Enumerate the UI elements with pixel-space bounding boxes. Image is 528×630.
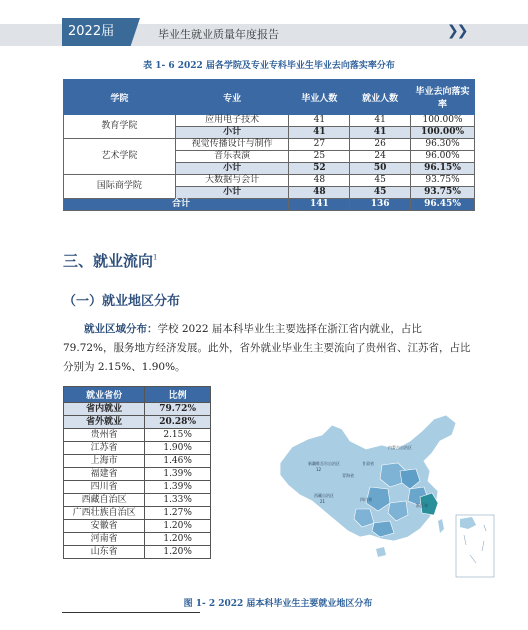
rate-cell: 93.75% <box>411 175 475 187</box>
school-cell: 国际商学院 <box>64 175 176 199</box>
map-label: 新疆维吾尔自治区 <box>308 461 340 466</box>
rate-cell: 100.00% <box>411 115 475 127</box>
paragraph-text: 学校 2022 届本科毕业生主要选择在浙江省内就业，占比 79.72%，服务地方经济发展。此外，省外就业毕业生主要流向了贵州省、江苏省，占比分别为 2.15%、1.90%。 <box>63 323 471 373</box>
province-cell: 广西壮族自治区 <box>64 507 145 520</box>
table-province-share <box>63 386 211 559</box>
total-row <box>64 199 475 211</box>
region-paragraph <box>63 320 473 377</box>
province-cell: 福建省 <box>64 468 145 481</box>
china-map <box>270 405 498 583</box>
pct-cell: 1.46% <box>145 455 211 468</box>
rate-cell: 96.00% <box>411 151 475 163</box>
footnote-divider <box>62 612 200 613</box>
figure-caption: 图 1- 2 2022 届本科毕业生主要就业地区分布 <box>183 599 373 609</box>
province-cell: 省外就业 <box>64 416 145 429</box>
province-cell: 四川省 <box>64 481 145 494</box>
emp-cell: 136 <box>350 199 411 211</box>
table-row <box>64 520 211 533</box>
table-row <box>64 481 211 494</box>
table-row <box>64 507 211 520</box>
subsection-title: （一）就业地区分布 <box>63 294 181 309</box>
rate-cell: 100.00% <box>411 127 475 139</box>
emp-cell: 26 <box>350 139 411 151</box>
pct-cell: 1.20% <box>145 533 211 546</box>
grad-cell: 25 <box>289 151 350 163</box>
major-cell: 小计 <box>175 187 289 199</box>
col-header: 毕业人数 <box>289 80 350 115</box>
province-cell: 省内就业 <box>64 403 145 416</box>
major-cell: 小计 <box>175 127 289 139</box>
col-header: 毕业去向落实率 <box>411 80 475 115</box>
province-cell: 江苏省 <box>64 442 145 455</box>
col-header: 专业 <box>175 80 289 115</box>
section-title-text: 三、就业流向 <box>63 252 154 270</box>
map-label: 四川省 <box>360 497 372 502</box>
province-cell: 河南省 <box>64 533 145 546</box>
grad-cell: 141 <box>289 199 350 211</box>
header-year: 2022届 <box>68 24 115 39</box>
table-header-row <box>64 80 475 115</box>
major-cell: 大数据与会计 <box>175 175 289 187</box>
col-header: 就业人数 <box>350 80 411 115</box>
map-label: 浙江省 <box>416 503 428 508</box>
taiwan-shape <box>438 519 444 533</box>
table1-caption: 表 1- 6 2022 届各学院及专业专科毕业生毕业去向落实率分布 <box>143 61 395 71</box>
table-row <box>64 533 211 546</box>
table-row <box>64 115 475 127</box>
pct-cell: 1.90% <box>145 442 211 455</box>
major-cell: 应用电子技术 <box>175 115 289 127</box>
map-label: 甘肃省 <box>362 461 374 466</box>
pct-cell: 1.20% <box>145 546 211 559</box>
header-title: 毕业生就业质量年度报告 <box>158 28 279 41</box>
pct-cell: 1.33% <box>145 494 211 507</box>
table-header-row <box>64 387 211 403</box>
emp-cell: 41 <box>350 115 411 127</box>
rate-cell: 96.15% <box>411 163 475 175</box>
table-row <box>64 468 211 481</box>
map-value: 21 <box>320 499 326 504</box>
grad-cell: 27 <box>289 139 350 151</box>
table-row <box>64 416 211 429</box>
table-row <box>64 546 211 559</box>
map-label: 西藏自治区 <box>314 493 334 498</box>
rate-cell: 93.75% <box>411 187 475 199</box>
province-cell: 西藏自治区 <box>64 494 145 507</box>
table-college-major-rate <box>63 79 475 211</box>
pct-cell: 79.72% <box>145 403 211 416</box>
table-row <box>64 442 211 455</box>
major-cell: 视觉传播设计与制作 <box>175 139 289 151</box>
table-row <box>64 429 211 442</box>
province-cell: 山东省 <box>64 546 145 559</box>
pct-cell: 1.39% <box>145 468 211 481</box>
emp-cell: 24 <box>350 151 411 163</box>
province-cell: 安徽省 <box>64 520 145 533</box>
map-label: 内蒙古自治区 <box>388 445 412 450</box>
col-header: 就业省份 <box>64 387 145 403</box>
rate-cell: 96.45% <box>411 199 475 211</box>
emp-cell: 45 <box>350 187 411 199</box>
major-cell: 小计 <box>175 163 289 175</box>
province-cell: 上海市 <box>64 455 145 468</box>
school-cell: 教育学院 <box>64 115 176 139</box>
emp-cell: 41 <box>350 127 411 139</box>
table-row <box>64 403 211 416</box>
school-cell: 艺术学院 <box>64 139 176 175</box>
rate-cell: 96.30% <box>411 139 475 151</box>
table-row <box>64 175 475 187</box>
grad-cell: 41 <box>289 115 350 127</box>
col-header: 比例 <box>145 387 211 403</box>
major-cell: 音乐表演 <box>175 151 289 163</box>
footnote-mark: 1 <box>153 253 158 262</box>
col-header: 学院 <box>64 80 176 115</box>
grad-cell: 48 <box>289 175 350 187</box>
table-row <box>64 455 211 468</box>
total-label: 合计 <box>64 199 289 211</box>
emp-cell: 50 <box>350 163 411 175</box>
map-label: 青海省 <box>342 473 354 478</box>
table-row <box>64 139 475 151</box>
pct-cell: 1.20% <box>145 520 211 533</box>
grad-cell: 48 <box>289 187 350 199</box>
paragraph-lead: 就业区域分布： <box>84 323 158 335</box>
section-title <box>63 250 157 271</box>
pct-cell: 1.27% <box>145 507 211 520</box>
pct-cell: 20.28% <box>145 416 211 429</box>
grad-cell: 52 <box>289 163 350 175</box>
province-cell: 贵州省 <box>64 429 145 442</box>
pct-cell: 2.15% <box>145 429 211 442</box>
map-value: 12 <box>316 467 322 472</box>
hainan-shape <box>376 547 386 557</box>
table-row <box>64 494 211 507</box>
double-chevron-right-icon: ❯❯ <box>447 23 467 39</box>
emp-cell: 45 <box>350 175 411 187</box>
pct-cell: 1.39% <box>145 481 211 494</box>
grad-cell: 41 <box>289 127 350 139</box>
